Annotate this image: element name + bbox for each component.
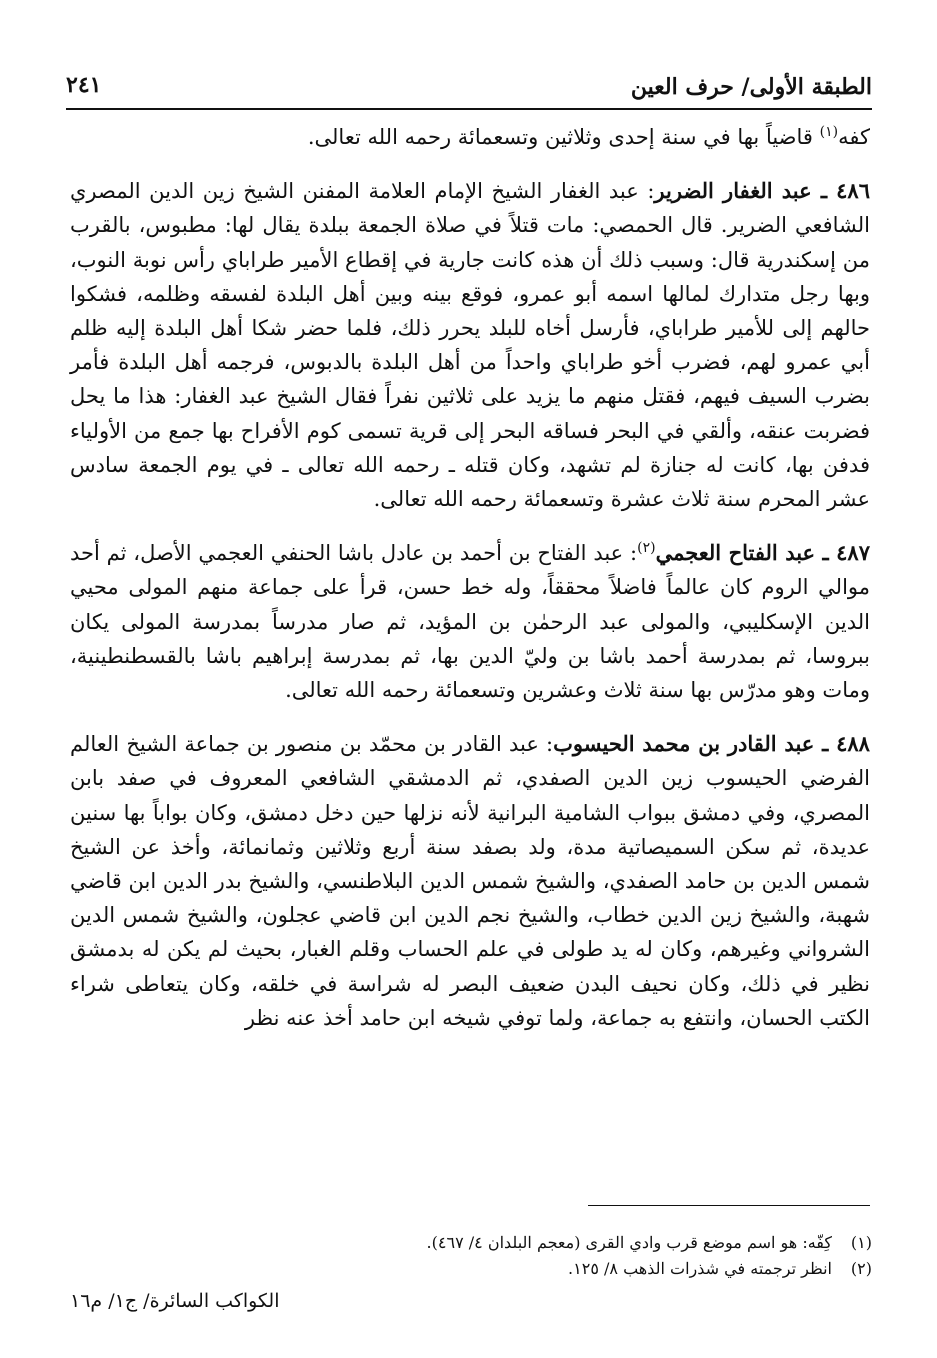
entry-number: ٤٨٧ ـ [815, 540, 870, 566]
footnote-reference: (٢) [637, 540, 656, 557]
footnotes [330, 1230, 872, 1282]
footnote-text: كِفّه: هو اسم موضع قرب وادي القرى (معجم البلدان ٤/ ٤٦٧). [426, 1233, 832, 1252]
footnote-1 [330, 1230, 872, 1256]
entry-number: ٤٨٦ ـ [811, 178, 870, 204]
paragraph-text: قاضياً بها في سنة إحدى وثلاثين وتسعمائة رحمه الله تعالى. [307, 125, 820, 149]
entry-text: : عبد القادر بن محمّد بن منصور بن جماعة الشيخ العالم الفرضي الحيسوب زين الدين الصفدي، ثم الدمشقي الشافعي المعروف في صفد بابن المصري، وفي دمشق ببواب الشامية البرانية لأنه نزلها حين دخل دمشق، وكان بواباً بها سنين عديدة، ثم سكن السميصاتية مدة، ولد بصفد سنة أربع وثلاثين وثمانمائة، وأخذ عن الشيخ شمس الدين بن حامد الصفدي، والشيخ شمس الدين البلاطنسي، والشيخ بدر الدين ابن قاضي شهبة، والشيخ زين الدين خطاب، والشيخ نجم الدين ابن قاضي عجلون، والشيخ شمس الدين الشرواني وغيرهم، وكان له يد طولى في علم الحساب وقلم الغبار، بحيث لم يكن له بدمشق نظير في ذلك، وكان نحيف البدن ضعيف البصر له شراسة في خلقه، وكان يتعاطى شراء الكتب الحسان، وانتفع به جماعة، ولما توفي شيخه ابن حامد أخذ عنه نظر [70, 732, 871, 1030]
main-text [70, 120, 870, 1055]
header-rule [66, 108, 872, 110]
entry-text: : عبد الفتاح بن أحمد بن عادل باشا الحنفي العجمي الأصل، ثم أحد موالي الروم كان عالماً فاضلاً محققاً، وله خط حسن، قرأ على جماعة منهم المولى محيي الدين الإسكليبي، والمولى عبد الرحمٰن بن المؤيد، ثم صار مدرساً بمدرسة المولى يكان ببروسا، ثم بمدرسة أحمد باشا بن وليّ الدين بها، ثم بمدرسة إبراهيم باشا بالقسطنطينية، ومات وهو مدرّس بها سنة ثلاث وعشرين وتسعمائة رحمه الله تعالى. [70, 541, 870, 703]
page-header [66, 66, 872, 106]
continuation-paragraph [70, 120, 870, 154]
footnote-rule [588, 1205, 870, 1206]
printer-signature: الكواكب السائرة/ ج١/ م١٦ [70, 1290, 280, 1312]
running-title: الطبقة الأولى/ حرف العين [630, 74, 872, 100]
entry-name: عبد الفتاح العجمي [655, 540, 816, 566]
page-number: ٢٤١ [66, 72, 102, 98]
entry-number: ٤٨٨ ـ [814, 731, 870, 757]
entry-488 [70, 727, 870, 1035]
entry-text: : عبد الغفار الشيخ الإمام العلامة المفنن الشيخ زين الدين المصري الشافعي الضرير. قال الحمصي: مات قتلاً في صلاة الجمعة ببلدة يقال لها: مطبوس، بالقرب من إسكندرية قال: وسبب ذلك أن هذه كانت جارية في إقطاع الأمير طراباي رأس نوبة النوب، وبها رجل متدارك لمالها اسمه أبو عمرو، فوقع بينه وبين أهل البلدة لفسقه وظلمه، فشكوا حالهم إلى للأمير طراباي، فأرسل أخاه للبلد يحرر ذلك، فلما حضر شكا أهل البلدة إليه ظلم أبي عمرو لهم، فضرب أخو طراباي واحداً من أهل البلدة بالدبوس، فرجمه أهل البلدة فأمر بضرب السيف فيهم، فقتل منهم ما يزيد على ثلاثين نفراً فقال الشيخ عبد الغفار: هذا ما يحل فضربت عنقه، وألقي في البحر فساقه البحر إلى قرية تسمى كوم الأفراح بها جمع من الأولياء فدفن بها، كانت له جنازة لم تشهد، وكان قتله ـ رحمه الله تعالى ـ في يوم الجمعة سادس عشر المحرم سنة ثلاث عشرة وتسعمائة رحمه الله تعالى. [70, 179, 870, 512]
footnote-text: انظر ترجمته في شذرات الذهب ٨/ ١٢٥. [568, 1259, 832, 1278]
footnote-mark: (١) [850, 1233, 872, 1252]
paragraph-text: كفه [838, 125, 870, 149]
entry-486 [70, 174, 870, 516]
footnote-reference: (١) [819, 124, 839, 140]
footnote-mark: (٢) [850, 1259, 872, 1278]
entry-name: عبد الغفار الضرير [654, 178, 812, 204]
footnote-2 [330, 1256, 872, 1282]
entry-name: عبد القادر بن محمد الحيسوب [553, 731, 815, 757]
entry-487 [70, 536, 870, 707]
